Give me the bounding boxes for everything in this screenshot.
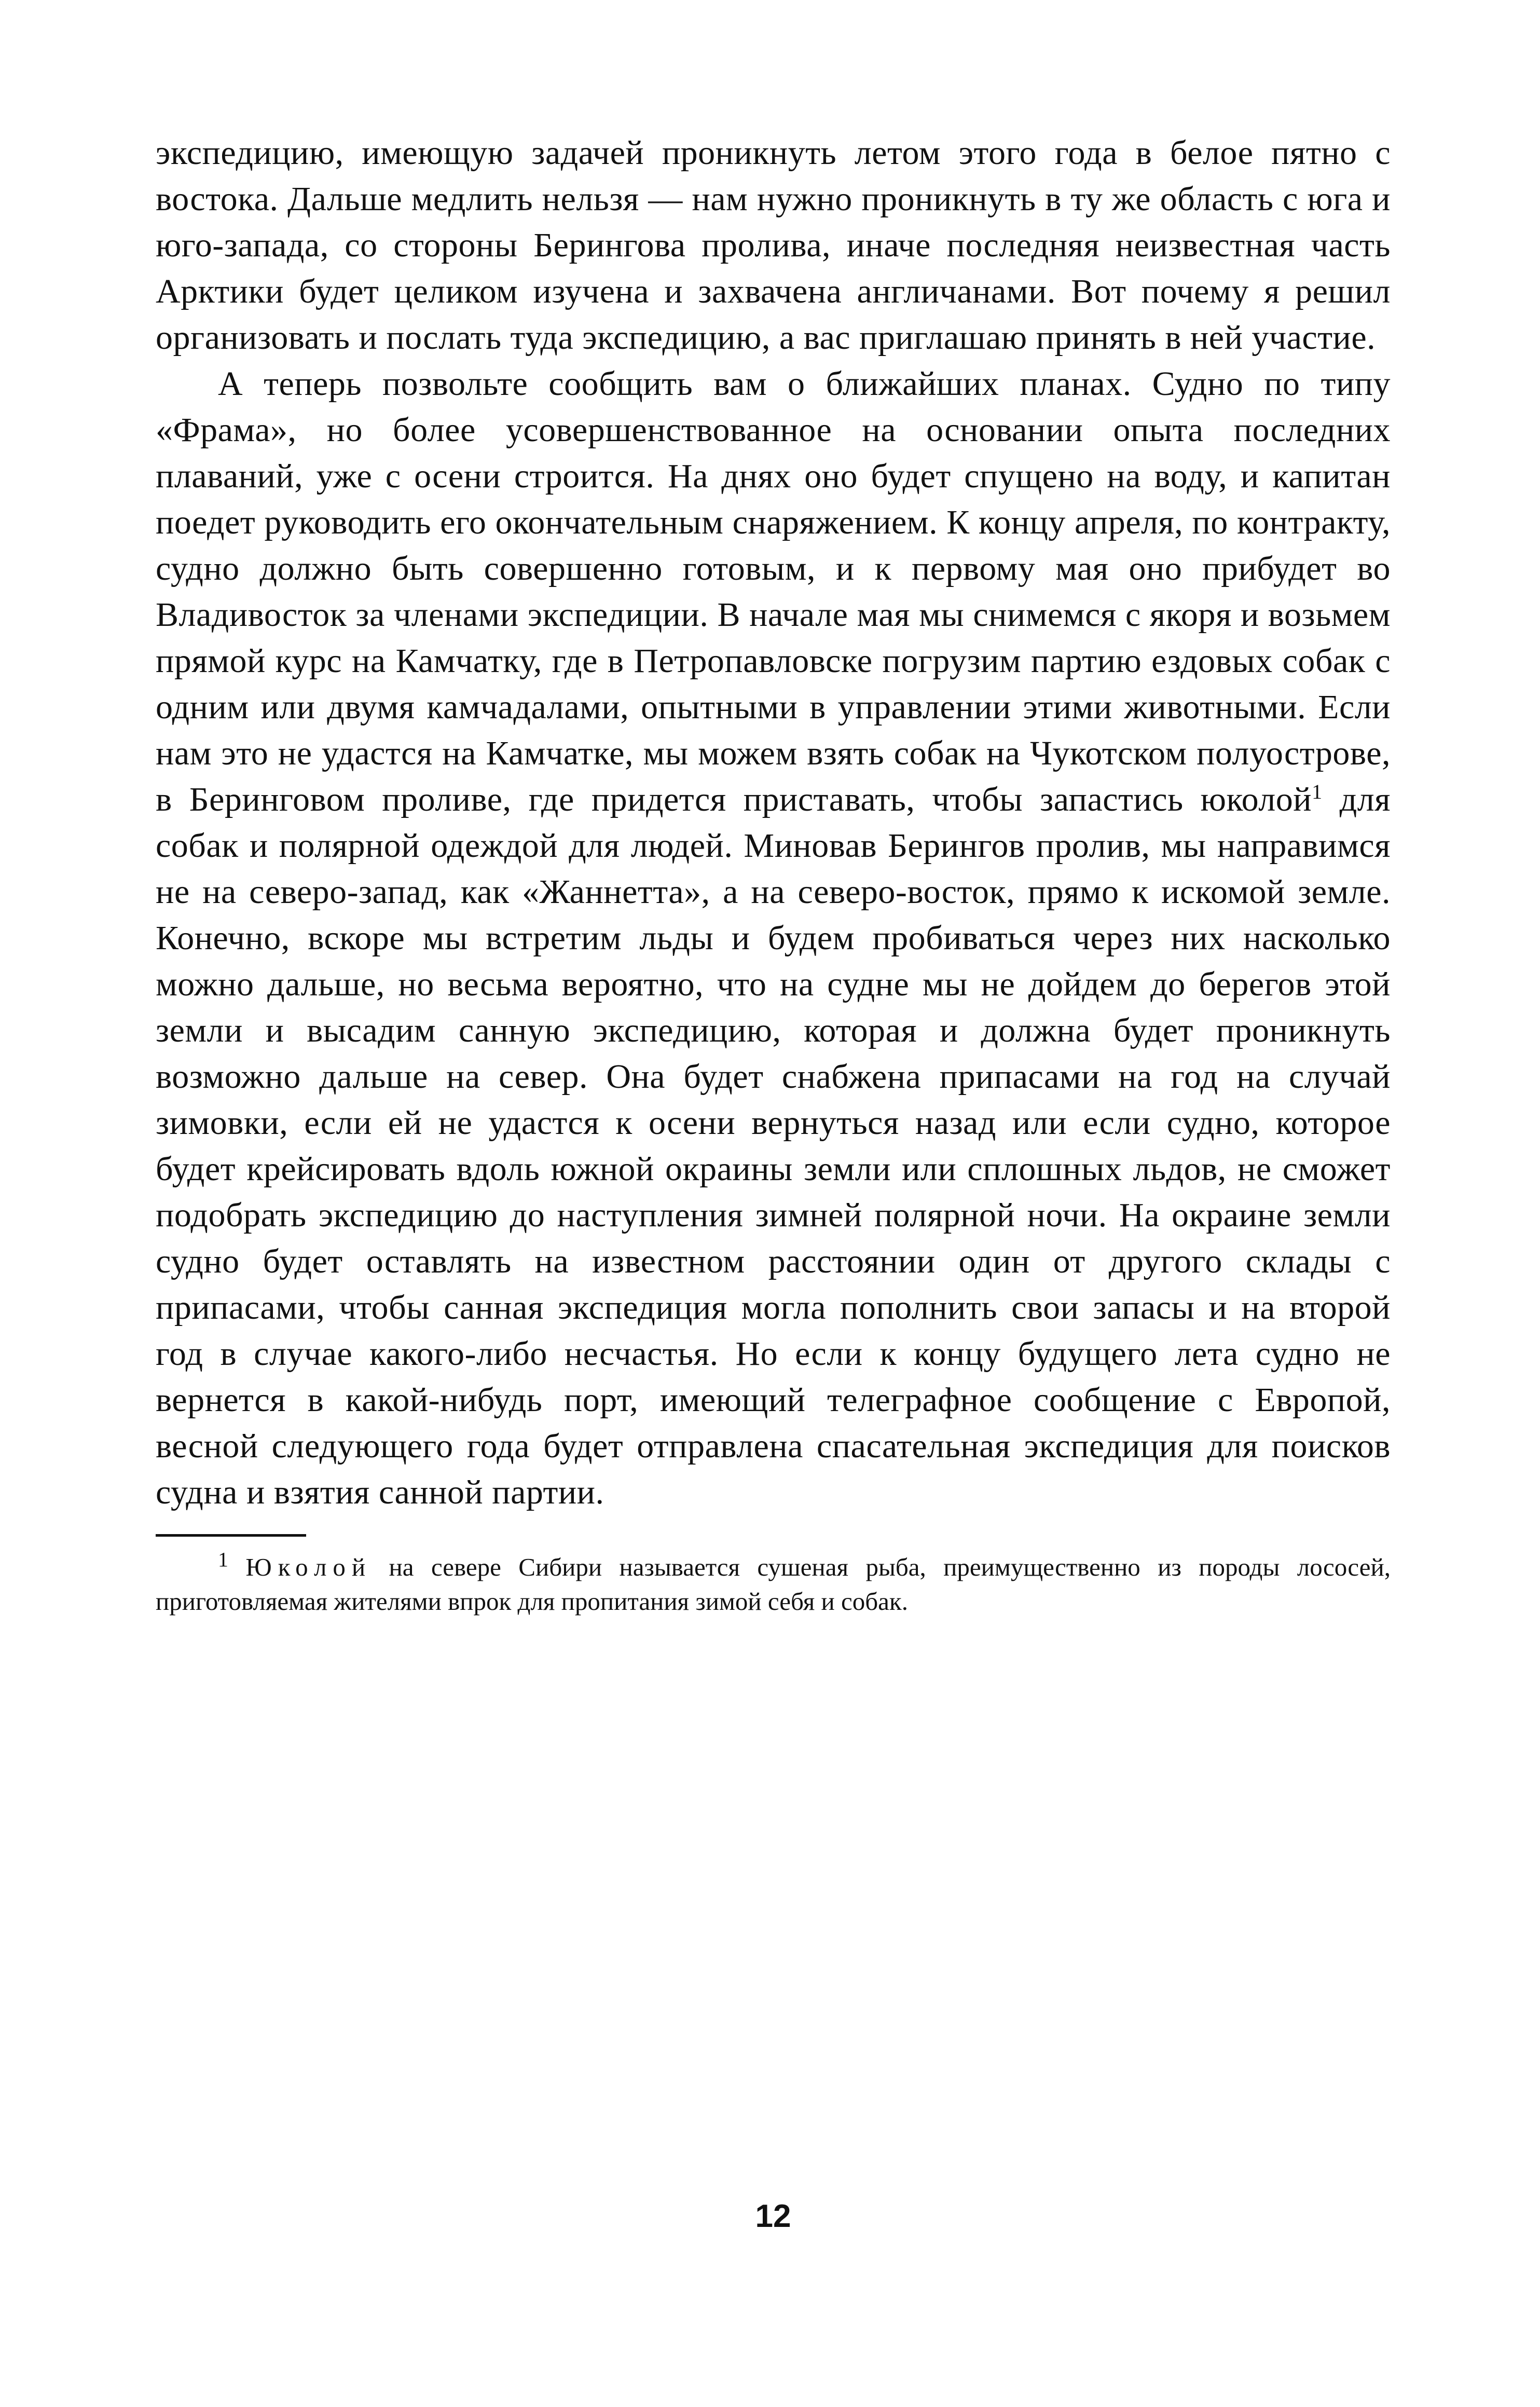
paragraph-2-part-1: А теперь позвольте сообщить вам о ближайших планах. Судно по типу «Фрама», но более усовершенствованное на основании опыта последних плаваний, уже с осени строится. На днях оно будет спущено на воду, и капитан поедет руководить его окончательным снаряжением. К концу апреля, по контракту, судно должно быть совершенно готовым, и к первому мая оно прибудет во Владивосток за членами экспедиции. В начале мая мы снимемся с якоря и возьмем прямой курс на Камчатку, где в Петропавловске погрузим партию ездовых собак с одним или двумя камчадалами, опытными в управлении этими животными. Если нам это не удастся на Камчатке, мы можем взять собак на Чукотском полуострове, в Беринговом проливе, где придется приставать, чтобы запастись юколой <box>156 365 1391 818</box>
footnote-marker: 1 <box>218 1548 228 1571</box>
paragraph-2-part-2: для собак и полярной одеждой для людей. Миновав Берингов пролив, мы направимся не на северо-запад, как «Жаннетта», а на северо-восток, прямо к искомой земле. Конечно, вскоре мы встретим льды и будем пробиваться через них насколько можно дальше, но весьма вероятно, что на судне мы не дойдем до берегов этой земли и высадим санную экспедицию, которая и должна будет проникнуть возможно дальше на север. Она будет снабжена припасами на год на случай зимовки, если ей не удастся к осени вернуться назад или если судно, которое будет крейсировать вдоль южной окраины земли или сплошных льдов, не сможет подобрать экспедицию до наступления зимней полярной ночи. На окраине земли судно будет оставлять на известном расстоянии один от другого склады с припасами, чтобы санная экспедиция могла пополнить свои запасы и на второй год в случае какого-либо несчастья. Но если к концу будущего лета судно не вернется в какой-нибудь порт, имеющий телеграфное сообщение с Европой, весной следующего года будет отправлена спасательная экспедиция для поисков судна и взятия санной партии. <box>156 781 1391 1511</box>
main-text <box>156 130 1391 1515</box>
footnote-reference: 1 <box>1312 780 1323 803</box>
footnote-term: Юколой <box>245 1553 372 1581</box>
book-page <box>156 130 1391 2234</box>
footnote <box>156 1550 1391 1619</box>
footnote-text: на севере Сибири называется сушеная рыба, преимущественно из породы лососей, приготовляемая жителями впрок для пропитания зимой себя и собак. <box>156 1553 1391 1616</box>
paragraph-2 <box>156 361 1391 1515</box>
paragraph-1: экспедицию, имеющую задачей проникнуть летом этого года в белое пятно с востока. Дальше медлить нельзя — нам нужно проникнуть в ту же область с юга и юго-запада, со стороны Берингова пролива, иначе последняя неизвестная часть Арктики будет целиком изучена и захвачена англичанами. Вот почему я решил организовать и послать туда экспедицию, а вас приглашаю принять в ней участие. <box>156 134 1391 357</box>
page-number: 12 <box>755 2198 791 2234</box>
footnote-divider <box>156 1534 306 1537</box>
